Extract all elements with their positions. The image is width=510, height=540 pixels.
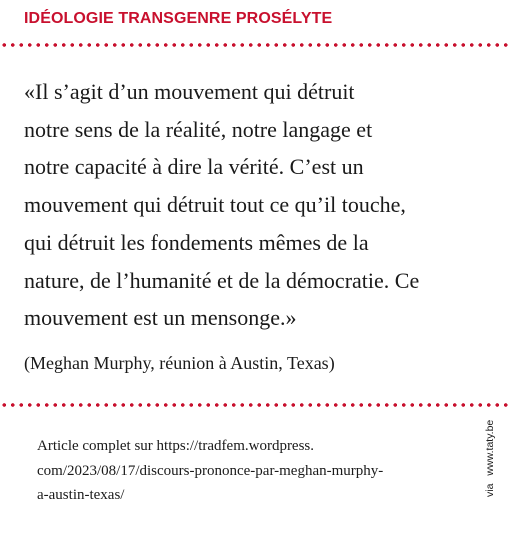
quote-block xyxy=(24,73,494,337)
quote-line: notre capacité à dire la vérité. C’est un xyxy=(24,154,364,180)
section-title: IDÉOLOGIE TRANSGENRE PROSÉLYTE xyxy=(24,10,333,27)
source-site-link[interactable]: www.taty.be xyxy=(484,419,496,476)
dotted-divider-top xyxy=(0,43,510,47)
quote-line: «Il s’agit d’un mouvement qui détruit xyxy=(24,79,355,104)
source-credit xyxy=(484,420,496,497)
via-label: via xyxy=(484,483,496,497)
quote-line: mouvement qui détruit tout ce qu’il touche, xyxy=(24,192,406,218)
quote-line: mouvement est un mensonge.» xyxy=(24,305,297,331)
quote-line: nature, de l’humanité et de la démocratie. Ce xyxy=(24,267,420,293)
quote-line: notre sens de la réalité, notre langage et xyxy=(24,116,373,142)
dotted-divider-bottom xyxy=(0,403,510,407)
quote-attribution: (Meghan Murphy, réunion à Austin, Texas) xyxy=(24,353,335,373)
article-link-line[interactable]: a-austin-texas/ xyxy=(37,487,125,503)
article-link-line[interactable]: com/2023/08/17/discours-prononce-par-meghan-murphy- xyxy=(37,462,384,479)
quote-line: qui détruit les fondements mêmes de la xyxy=(24,229,369,255)
article-reference xyxy=(37,434,457,508)
article-link-line[interactable]: Article complet sur https://tradfem.wordpress. xyxy=(37,438,315,454)
